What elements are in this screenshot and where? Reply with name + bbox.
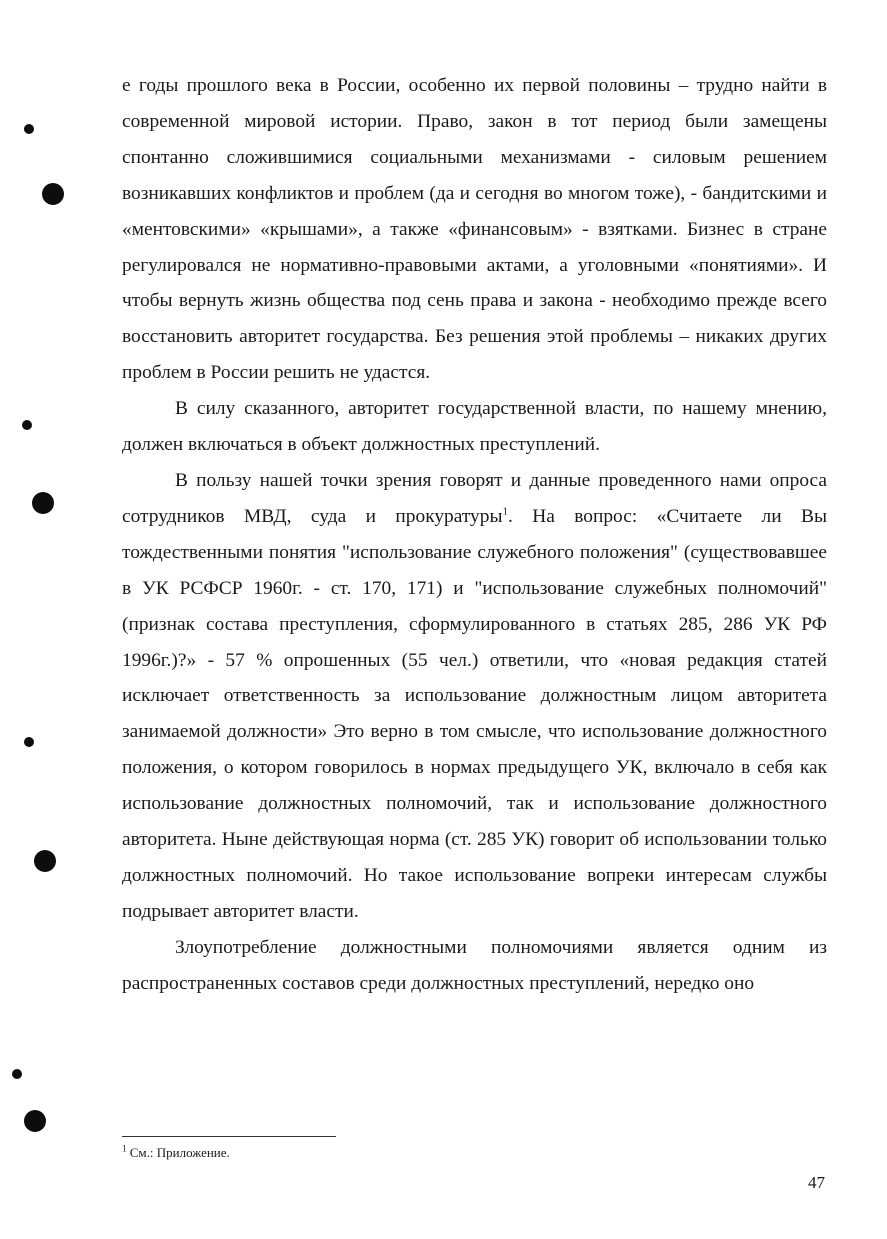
footnote-reference: 1: [502, 505, 508, 518]
binding-hole: [24, 1110, 46, 1132]
binding-hole-mark: [24, 124, 34, 134]
binding-hole-mark: [22, 420, 32, 430]
binding-hole: [42, 183, 64, 205]
paragraph-3: [122, 463, 827, 930]
footnote: [122, 1144, 230, 1161]
footnote-marker: 1: [122, 1143, 127, 1154]
footnote-separator: [122, 1136, 336, 1137]
body-text: [122, 68, 827, 1002]
binding-hole: [34, 850, 56, 872]
page-number: 47: [808, 1173, 825, 1192]
paragraph-1: е годы прошлого века в России, особенно их первой половины – трудно найти в современной мировой истории. Право, закон в тот период были замещены спонтанно сложившимися социальными механизмами - силовым решением возникавших конфликтов и проблем (да и сегодня во многом тоже), - бандитскими и «ментовскими» «крышами», а также «финансовым» - взятками. Бизнес в стране регулировался не нормативно-правовыми актами, а уголовными «понятиями». И чтобы вернуть жизнь общества под сень права и закона - необходимо прежде всего восстановить авторитет государства. Без решения этой проблемы – никаких других проблем в России решить не удастся.: [122, 75, 827, 384]
binding-hole-mark: [24, 737, 34, 747]
paragraph-3-part-1: В пользу нашей точки зрения говорят и данные проведенного нами опроса сотрудников МВД, суда и прокуратуры: [122, 469, 827, 527]
paragraph-4: Злоупотребление должностными полномочиями является одним из распространенных составов среди должностных преступлений, нередко оно: [122, 936, 827, 994]
paragraph-3-part-2: . На вопрос: «Считаете ли Вы тождественными понятия "использование служебного положения" (существовавшее в УК РСФСР 1960г. - ст. 170, 171) и "использование служебных полномочий" (признак состава преступления, сформулированного в статьях 285, 286 УК РФ 1996г.)?» - 57 % опрошенных (55 чел.) ответили, что «новая редакция статей исключает ответственность за использование должностным лицом авторитета занимаемой должности» Это верно в том смысле, что использование должностного положения, о котором говорилось в нормах предыдущего УК, включало в себя как использование должностных полномочий, так и использование должностного авторитета. Ныне действующая норма (ст. 285 УК) говорит об использовании только должностных полномочий. Но такое использование вопреки интересам службы подрывает авторитет власти.: [122, 505, 827, 922]
binding-hole: [32, 492, 54, 514]
footnote-text: См.: Приложение.: [126, 1145, 230, 1160]
paragraph-2: В силу сказанного, авторитет государственной власти, по нашему мнению, должен включаться в объект должностных преступлений.: [122, 398, 827, 456]
binding-hole-mark: [12, 1069, 22, 1079]
